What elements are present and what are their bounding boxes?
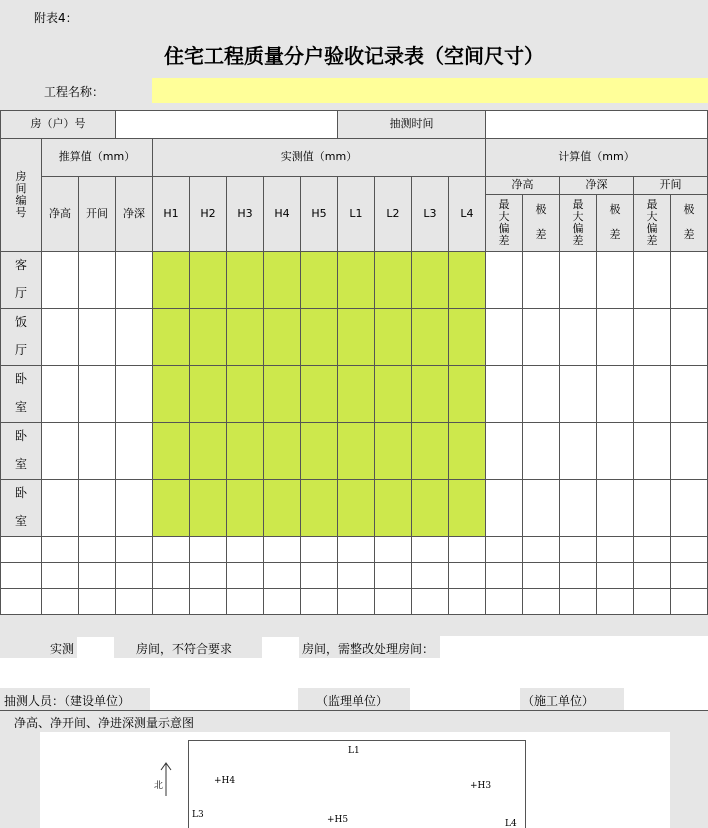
sketch-label-h3: +H3 (470, 781, 492, 791)
sketch-label-l1: L1 (348, 746, 360, 756)
measure-col-h4: H4 (264, 177, 301, 252)
north-label: 北 (154, 781, 164, 791)
project-name-label: 工程名称： (44, 85, 105, 99)
calc-header: 推算值（mm） (42, 139, 153, 177)
measure-col-h3: H3 (227, 177, 264, 252)
calc-col-height: 净高 (42, 177, 79, 252)
not-conform-label: 房间，不符合要求 (136, 642, 233, 656)
calc-col-depth: 净深 (116, 177, 153, 252)
sketch-label-h5: +H5 (327, 815, 349, 825)
room-label: 卧 室 (1, 480, 42, 537)
calc-col-width: 开间 (79, 177, 116, 252)
sketch-label-l4: L4 (505, 819, 517, 828)
room-no-label: 房（户）号 (1, 111, 116, 139)
measure-col-l4: L4 (449, 177, 486, 252)
computed-group-width: 开间 (634, 177, 708, 195)
sample-time-field[interactable] (486, 111, 708, 139)
computed-header: 计算值（mm） (486, 139, 708, 177)
not-conform-count-field[interactable] (262, 637, 299, 658)
room-label: 客 厅 (1, 252, 42, 309)
measure-col-h2: H2 (190, 177, 227, 252)
room-label: 饭 厅 (1, 309, 42, 366)
project-name-field[interactable] (152, 78, 708, 103)
room-label: 卧 室 (1, 423, 42, 480)
sample-time-label: 抽测时间 (338, 111, 486, 139)
max-dev-width: 最大偏差 (634, 195, 671, 252)
rectify-rooms-field[interactable] (440, 637, 708, 658)
table-row (1, 252, 708, 309)
sketch-label-l3: L3 (192, 810, 204, 820)
construction-label: （施工单位） (522, 694, 595, 708)
table-row (1, 589, 708, 615)
table-row (1, 537, 708, 563)
room-label: 卧 室 (1, 366, 42, 423)
inspection-table (0, 110, 708, 615)
range-depth: 极 差 (597, 195, 634, 252)
range-height: 极 差 (523, 195, 560, 252)
measured-header: 实测值（mm） (153, 139, 486, 177)
max-dev-height: 最大偏差 (486, 195, 523, 252)
measure-col-l2: L2 (375, 177, 412, 252)
sketch-caption: 净高、净开间、净进深测量示意图 (14, 716, 195, 730)
measure-col-l3: L3 (412, 177, 449, 252)
rectify-label: 房间，需整改处理房间： (302, 642, 435, 656)
max-dev-depth: 最大偏差 (560, 195, 597, 252)
sketch-label-h4: +H4 (214, 776, 236, 786)
room-no-field[interactable] (116, 111, 338, 139)
computed-group-depth: 净深 (560, 177, 634, 195)
table-row (1, 366, 708, 423)
measure-col-l1: L1 (338, 177, 375, 252)
page-title: 住宅工程质量分户验收记录表（空间尺寸） (164, 44, 544, 68)
table-row (1, 423, 708, 480)
table-row (1, 309, 708, 366)
measured-label: 实测 (50, 642, 75, 656)
measure-col-h1: H1 (153, 177, 190, 252)
computed-group-height: 净高 (486, 177, 560, 195)
appendix-label: 附表4： (34, 11, 78, 25)
supervision-label: （监理单位） (316, 694, 389, 708)
table-row (1, 563, 708, 589)
table-row (1, 480, 708, 537)
range-width: 极 差 (671, 195, 708, 252)
room-code-header: 房间编号 (1, 139, 42, 252)
measured-count-field[interactable] (77, 637, 114, 658)
measure-col-h5: H5 (301, 177, 338, 252)
inspectors-label: 抽测人员：（建设单位） (4, 694, 131, 708)
